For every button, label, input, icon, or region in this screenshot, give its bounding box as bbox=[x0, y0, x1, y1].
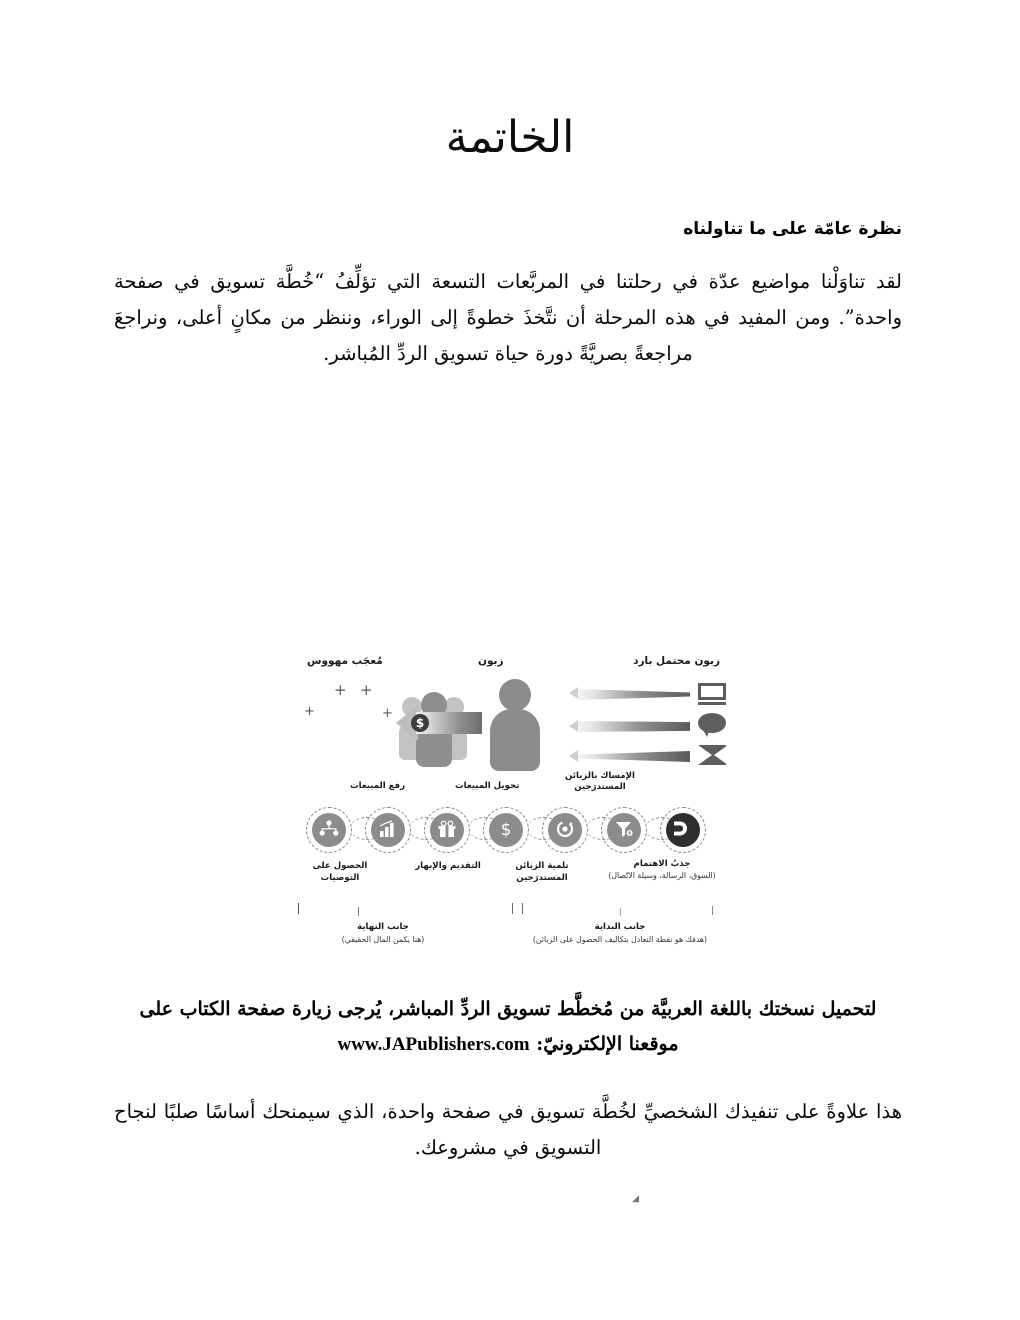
dollar-glyph: $ bbox=[489, 813, 523, 847]
stage-below-label-attention bbox=[606, 859, 718, 881]
beam-bubble bbox=[578, 721, 690, 732]
stage-subtitle: (السوق، الرسالة، وسيلة الاتّصال) bbox=[608, 870, 716, 880]
marketing-lifecycle-diagram bbox=[280, 645, 730, 985]
stage-below-label-referrals bbox=[294, 861, 386, 884]
funnel-icon bbox=[601, 807, 647, 853]
raving-fans-group-icon bbox=[304, 681, 400, 767]
stage-below-label-deliver bbox=[402, 861, 494, 873]
dollar-coin-icon: $ bbox=[411, 714, 429, 732]
stage-chain bbox=[280, 805, 730, 857]
plus-icon: + bbox=[304, 704, 315, 719]
magnet-icon bbox=[660, 807, 706, 853]
gift-icon bbox=[424, 807, 470, 853]
beam-mail bbox=[578, 751, 690, 762]
plus-icon: + bbox=[382, 706, 393, 721]
label-raving-fan: مُعجَب مهووس bbox=[307, 655, 383, 667]
back-end-label bbox=[308, 921, 458, 945]
beam-arrow-icon bbox=[569, 750, 578, 762]
section-subheading: نظرة عامّة على ما تناولناه bbox=[683, 219, 902, 239]
diagram-top-labels bbox=[280, 645, 730, 665]
stage-labels-above bbox=[280, 763, 730, 805]
plus-icon: + bbox=[334, 681, 347, 699]
tick-mark bbox=[712, 906, 713, 915]
stage-above-label-capture: الإمساك بالزبائن المستدرَجين bbox=[565, 771, 635, 792]
diagram-side-labels bbox=[280, 917, 730, 973]
label-customer: زبون bbox=[478, 655, 504, 667]
tick-mark bbox=[298, 903, 299, 914]
intro-paragraph: لقد تناوَلْنا مواضيع عدّة في رحلتنا في المربَّعات التسعة التي تؤلِّفُ “خُطَّة تسويق في صفحة واحدة”. ومن المفيد في هذه المرحلة أن نتَّخذَ خطوةً إلى الوراء، وننظر من مكانٍ أعلى، ونراجعَ مراجعةً بصريَّةً دورة حياة تسويق الردِّ المُباشر. bbox=[114, 270, 902, 365]
stage-title: التقديم والإبهار bbox=[415, 861, 481, 871]
beam-arrow-icon bbox=[569, 720, 578, 732]
tick-mark bbox=[522, 903, 523, 914]
refresh-cycle-icon bbox=[542, 807, 588, 853]
publisher-website-link[interactable]: www.JAPublishers.com bbox=[337, 1034, 530, 1055]
speech-bubble-icon bbox=[698, 713, 728, 739]
money-flow-arrow bbox=[398, 705, 482, 741]
monitor-icon bbox=[698, 683, 728, 705]
download-note-text: لتحميل نسختك باللغة العربيَّة من مُخطَّط تسويق الردِّ المباشر، يُرجى زيارة صفحة الكتاب على موقعنا الإلكترونيّ: bbox=[139, 998, 877, 1055]
page-title: الخاتمة bbox=[445, 112, 575, 163]
stage-labels-below bbox=[280, 857, 730, 909]
bar-chart-icon bbox=[365, 807, 411, 853]
stage-title: الحصول على التوصيات bbox=[312, 861, 368, 883]
front-end-title: جانب البداية bbox=[594, 922, 646, 932]
closing-paragraph: هذا علاوةً على تنفيذك الشخصيِّ لخُطَّة تسويق في صفحة واحدة، الذي سيمنحك أساسًا صلبًا لنجاح التسويق في مشروعك. bbox=[114, 1100, 902, 1159]
beam-monitor bbox=[578, 689, 690, 700]
tick-mark bbox=[358, 907, 359, 916]
customer-person-icon bbox=[485, 679, 545, 775]
stage-above-label-upsell: رفع المبيعات bbox=[350, 781, 406, 791]
stage-above-label-convert: تحويل المبيعات bbox=[455, 781, 520, 791]
front-end-desc: (هدفك هو نقطة التعادل بتكاليف الحصول على الزبائن) bbox=[532, 935, 708, 944]
stage-title: جذبُ الاهتمام bbox=[633, 859, 691, 869]
front-end-label bbox=[530, 921, 710, 945]
tick-mark bbox=[620, 908, 621, 916]
plus-icon: + bbox=[360, 681, 373, 699]
network-people-icon bbox=[306, 807, 352, 853]
back-end-desc: (هنا يكمن المال الحقيقي) bbox=[341, 935, 425, 944]
beam-arrow-icon bbox=[569, 687, 578, 699]
stage-title: تلمية الزبائن المستدرَجين bbox=[515, 861, 569, 883]
label-cold-prospect: زبون محتمل بارد bbox=[633, 655, 720, 667]
tick-mark bbox=[512, 903, 513, 914]
back-end-title: جانب النهاية bbox=[357, 922, 409, 932]
dollar-icon bbox=[483, 807, 529, 853]
stage-below-label-nurture bbox=[492, 861, 592, 884]
footer-mark: ◢ bbox=[632, 1194, 639, 1204]
download-note bbox=[114, 992, 902, 1062]
